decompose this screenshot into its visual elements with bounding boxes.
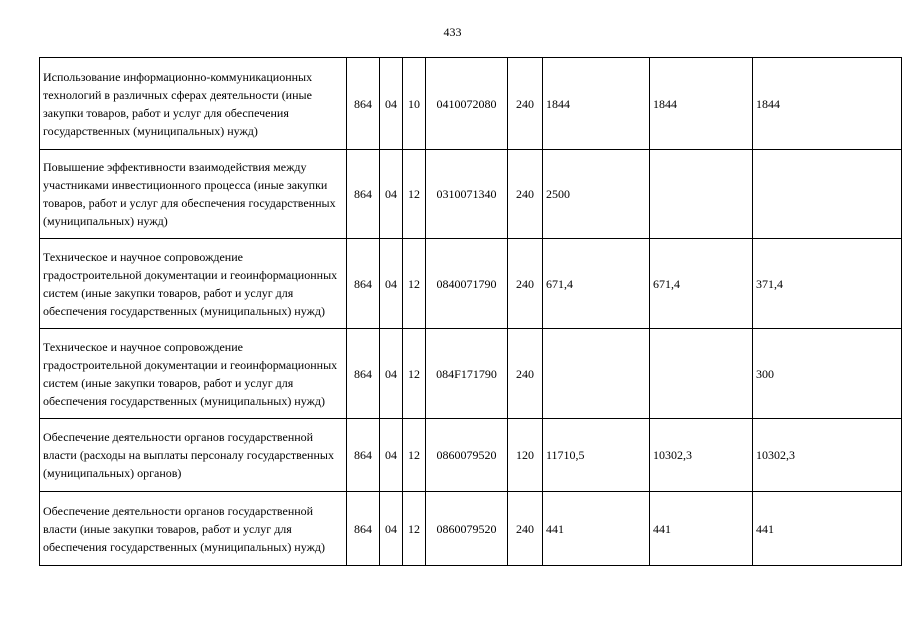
amount-year-2 [650, 329, 753, 419]
amount-year-3: 441 [753, 492, 902, 566]
amount-year-3: 371,4 [753, 239, 902, 329]
row-description: Повышение эффективности взаимодействия между участниками инвестиционного процесса (иные закупки товаров, работ и услуг для обеспечения государственных (муниципальных) нужд) [40, 150, 347, 239]
section-code: 04 [380, 419, 403, 492]
admin-code: 864 [347, 329, 380, 419]
table-row [40, 419, 902, 492]
section-code: 04 [380, 150, 403, 239]
row-description: Обеспечение деятельности органов государственной власти (расходы на выплаты персоналу государственных (муниципальных) органов) [40, 419, 347, 492]
row-description: Обеспечение деятельности органов государственной власти (иные закупки товаров, работ и услуг для обеспечения государственных (муниципальных) нужд) [40, 492, 347, 566]
target-article-code: 0840071790 [426, 239, 508, 329]
amount-year-2: 1844 [650, 58, 753, 150]
amount-year-2 [650, 150, 753, 239]
amount-year-2: 441 [650, 492, 753, 566]
budget-table [39, 57, 902, 566]
target-article-code: 0860079520 [426, 492, 508, 566]
table-row [40, 329, 902, 419]
amount-year-3 [753, 150, 902, 239]
expense-type-code: 240 [508, 58, 543, 150]
section-code: 04 [380, 492, 403, 566]
target-article-code: 0860079520 [426, 419, 508, 492]
table-row [40, 150, 902, 239]
amount-year-1: 11710,5 [543, 419, 650, 492]
section-code: 04 [380, 58, 403, 150]
amount-year-1: 671,4 [543, 239, 650, 329]
subsection-code: 12 [403, 492, 426, 566]
amount-year-3: 1844 [753, 58, 902, 150]
page-number: 433 [443, 25, 462, 39]
row-description: Техническое и научное сопровождение градостроительной документации и геоинформационных систем (иные закупки товаров, работ и услуг для обеспечения государственных (муниципальных) нужд) [40, 329, 347, 419]
subsection-code: 12 [403, 239, 426, 329]
amount-year-2: 10302,3 [650, 419, 753, 492]
row-description: Использование информационно-коммуникационных технологий в различных сферах деятельности (иные закупки товаров, работ и услуг для обеспечения государственных (муниципальных) нужд) [40, 58, 347, 150]
target-article-code: 084F171790 [426, 329, 508, 419]
amount-year-2: 671,4 [650, 239, 753, 329]
expense-type-code: 240 [508, 492, 543, 566]
subsection-code: 10 [403, 58, 426, 150]
admin-code: 864 [347, 58, 380, 150]
expense-type-code: 240 [508, 329, 543, 419]
row-description: Техническое и научное сопровождение градостроительной документации и геоинформационных систем (иные закупки товаров, работ и услуг для обеспечения государственных (муниципальных) нужд) [40, 239, 347, 329]
expense-type-code: 120 [508, 419, 543, 492]
table-row [40, 492, 902, 566]
amount-year-1: 441 [543, 492, 650, 566]
admin-code: 864 [347, 492, 380, 566]
target-article-code: 0410072080 [426, 58, 508, 150]
subsection-code: 12 [403, 419, 426, 492]
table-row [40, 58, 902, 150]
amount-year-1 [543, 329, 650, 419]
section-code: 04 [380, 329, 403, 419]
admin-code: 864 [347, 419, 380, 492]
expense-type-code: 240 [508, 239, 543, 329]
amount-year-3: 300 [753, 329, 902, 419]
subsection-code: 12 [403, 150, 426, 239]
amount-year-1: 2500 [543, 150, 650, 239]
amount-year-1: 1844 [543, 58, 650, 150]
section-code: 04 [380, 239, 403, 329]
expense-type-code: 240 [508, 150, 543, 239]
table-row [40, 239, 902, 329]
target-article-code: 0310071340 [426, 150, 508, 239]
admin-code: 864 [347, 150, 380, 239]
admin-code: 864 [347, 239, 380, 329]
subsection-code: 12 [403, 329, 426, 419]
amount-year-3: 10302,3 [753, 419, 902, 492]
